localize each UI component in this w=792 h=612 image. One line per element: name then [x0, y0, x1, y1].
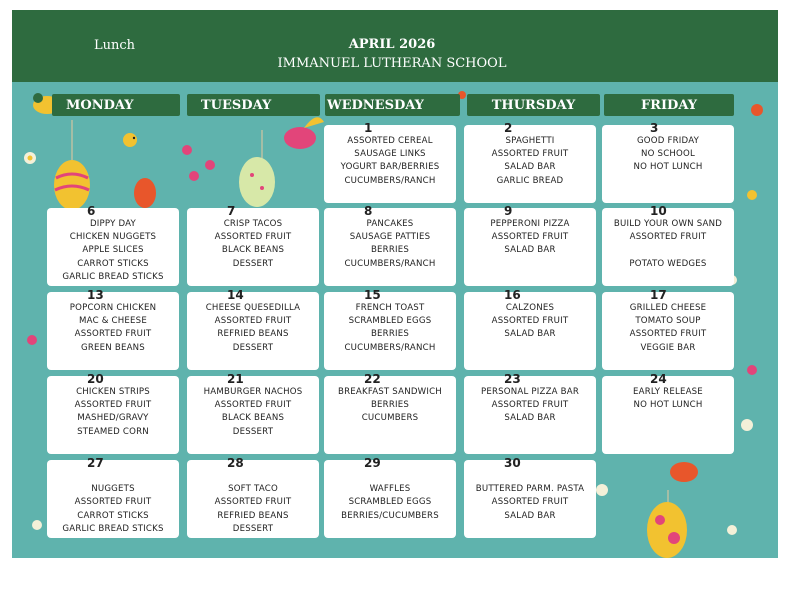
menu-item: STEAMED CORN: [77, 426, 149, 437]
menu-item: ASSORTED FRUIT: [214, 316, 292, 327]
day-number: 17: [650, 288, 667, 302]
menu-item: NO HOT LUNCH: [633, 162, 703, 173]
menu-item: SAUSAGE PATTIES: [349, 232, 431, 243]
day-number: 29: [364, 456, 381, 470]
day-cell-3: [602, 121, 734, 203]
menu-item: DIPPY DAY: [89, 219, 137, 229]
menu-item: CARROT STICKS: [77, 258, 149, 269]
day-number: 30: [504, 456, 521, 470]
menu-item: [602, 244, 734, 257]
menu-items: [187, 386, 319, 439]
menu-items: [602, 135, 734, 175]
menu-item: BLACK BEANS: [221, 413, 285, 424]
menu-item: GARLIC BREAD STICKS: [62, 271, 164, 282]
day-number: 3: [650, 121, 659, 135]
day-number: 8: [364, 204, 373, 218]
menu-items: [187, 302, 319, 355]
menu-item: CHICKEN NUGGETS: [69, 232, 157, 243]
day-cell-10: [602, 204, 734, 286]
menu-items: [602, 218, 734, 271]
day-number: 7: [227, 204, 236, 218]
day-number: 6: [87, 204, 96, 218]
menu-item: BERRIES/CUCUMBERS: [341, 510, 439, 521]
menu-items: [602, 302, 734, 355]
menu-item: NO HOT LUNCH: [633, 400, 703, 411]
day-header-wednesday: WEDNESDAY: [325, 94, 460, 116]
menu-item: REFRIED BEANS: [217, 329, 289, 340]
day-cell-9: [464, 204, 596, 286]
menu-item: FRENCH TOAST: [355, 303, 425, 313]
day-number: 15: [364, 288, 381, 302]
menu-item: POTATO WEDGES: [629, 258, 707, 269]
menu-item: BUTTERED PARM. PASTA: [475, 484, 585, 495]
day-number: 2: [504, 121, 513, 135]
day-cell-14: [187, 288, 319, 370]
menu-item: [324, 470, 456, 483]
menu-item: DESSERT: [232, 426, 274, 437]
menu-item: ASSORTED FRUIT: [74, 497, 152, 508]
menu-item: ASSORTED FRUIT: [629, 329, 707, 340]
day-number: 16: [504, 288, 521, 302]
menu-item: [47, 470, 179, 483]
menu-items: [47, 218, 179, 284]
day-cell-28: [187, 456, 319, 538]
day-cell-2: [464, 121, 596, 203]
menu-item: CRISP TACOS: [223, 219, 283, 229]
title-banner: [12, 10, 778, 82]
menu-items: [47, 386, 179, 439]
menu-item: ASSORTED FRUIT: [491, 232, 569, 243]
menu-items: [47, 302, 179, 355]
menu-item: CHICKEN STRIPS: [76, 387, 150, 397]
menu-item: ASSORTED FRUIT: [214, 232, 292, 243]
menu-items: [324, 302, 456, 355]
menu-items: [324, 470, 456, 523]
menu-item: EARLY RELEASE: [633, 387, 703, 397]
menu-items: [324, 135, 456, 188]
menu-items: [602, 386, 734, 412]
menu-item: ASSORTED FRUIT: [74, 329, 152, 340]
menu-item: CALZONES: [505, 303, 555, 313]
menu-item: DESSERT: [232, 342, 274, 353]
menu-items: [464, 218, 596, 258]
menu-item: SOFT TACO: [228, 484, 278, 495]
menu-item: ASSORTED FRUIT: [491, 149, 569, 160]
menu-item: CUCUMBERS/RANCH: [344, 342, 436, 353]
day-cell-1: [324, 121, 456, 203]
day-number: 13: [87, 288, 104, 302]
menu-item: PERSONAL PIZZA BAR: [480, 387, 580, 397]
menu-items: [464, 302, 596, 342]
menu-item: SALAD BAR: [504, 162, 556, 173]
menu-item: MASHED/GRAVY: [77, 413, 149, 424]
day-number: 27: [87, 456, 104, 470]
menu-item: GRILLED CHEESE: [629, 303, 707, 313]
menu-item: DESSERT: [232, 258, 274, 269]
menu-item: TOMATO SOUP: [635, 316, 701, 327]
day-number: 28: [227, 456, 244, 470]
month-title: APRIL 2026: [348, 37, 436, 52]
day-header-tuesday: TUESDAY: [187, 94, 320, 116]
menu-item: PANCAKES: [366, 219, 414, 229]
day-number: 14: [227, 288, 244, 302]
day-number: 1: [364, 121, 373, 135]
menu-item: VEGGIE BAR: [640, 342, 696, 353]
menu-items: [324, 386, 456, 426]
menu-item: CARROT STICKS: [77, 510, 149, 521]
menu-item: POPCORN CHICKEN: [69, 303, 157, 313]
day-number: 22: [364, 372, 381, 386]
menu-items: [464, 470, 596, 523]
menu-items: [464, 135, 596, 188]
menu-item: BUILD YOUR OWN SAND: [613, 219, 723, 229]
menu-item: PEPPERONI PIZZA: [490, 219, 570, 229]
day-header-friday: FRIDAY: [604, 94, 734, 116]
day-cell-22: [324, 372, 456, 454]
menu-item: SALAD BAR: [504, 329, 556, 340]
menu-item: SAUSAGE LINKS: [354, 149, 426, 160]
day-cell-27: [47, 456, 179, 538]
menu-item: SCRAMBLED EGGS: [348, 497, 432, 508]
calendar-sheet: [12, 10, 778, 558]
menu-item: BERRIES: [370, 245, 410, 256]
day-cell-30: [464, 456, 596, 538]
menu-item: BLACK BEANS: [221, 245, 285, 256]
day-number: 10: [650, 204, 667, 218]
day-number: 21: [227, 372, 244, 386]
menu-item: WAFFLES: [369, 484, 411, 495]
day-cell-16: [464, 288, 596, 370]
menu-item: REFRIED BEANS: [217, 510, 289, 521]
school-name: IMMANUEL LUTHERAN SCHOOL: [277, 56, 507, 71]
menu-item: APPLE SLICES: [82, 245, 144, 256]
menu-item: ASSORTED FRUIT: [214, 400, 292, 411]
day-cell-8: [324, 204, 456, 286]
menu-item: SALAD BAR: [504, 413, 556, 424]
menu-item: CUCUMBERS: [361, 413, 419, 424]
day-cell-29: [324, 456, 456, 538]
day-header-monday: MONDAY: [52, 94, 180, 116]
day-number: 20: [87, 372, 104, 386]
menu-items: [187, 470, 319, 536]
menu-item: GARLIC BREAD STICKS: [62, 523, 164, 534]
menu-item: ASSORTED FRUIT: [214, 497, 292, 508]
day-header-thursday: THURSDAY: [467, 94, 600, 116]
menu-item: SALAD BAR: [504, 245, 556, 256]
day-number: 24: [650, 372, 667, 386]
menu-item: ASSORTED FRUIT: [629, 232, 707, 243]
menu-item: BERRIES: [370, 400, 410, 411]
menu-item: ASSORTED CEREAL: [347, 136, 433, 146]
menu-item: NUGGETS: [91, 484, 135, 495]
day-cell-7: [187, 204, 319, 286]
chick-icon: [123, 133, 137, 147]
menu-item: GOOD FRIDAY: [636, 136, 700, 146]
menu-items: [464, 386, 596, 426]
menu-item: SALAD BAR: [504, 510, 556, 521]
day-cell-20: [47, 372, 179, 454]
menu-item: GARLIC BREAD: [496, 175, 564, 186]
menu-item: SCRAMBLED EGGS: [348, 316, 432, 327]
menu-item: BREAKFAST SANDWICH: [338, 387, 442, 397]
day-number: 9: [504, 204, 513, 218]
menu-items: [187, 218, 319, 271]
menu-item: ASSORTED FRUIT: [491, 400, 569, 411]
menu-item: [187, 470, 319, 483]
day-cell-17: [602, 288, 734, 370]
menu-item: CUCUMBERS/RANCH: [344, 175, 436, 186]
menu-item: ASSORTED FRUIT: [491, 316, 569, 327]
day-cell-15: [324, 288, 456, 370]
menu-item: HAMBURGER NACHOS: [203, 387, 303, 397]
day-cell-23: [464, 372, 596, 454]
menu-item: MAC & CHEESE: [79, 316, 147, 327]
lunch-label: Lunch: [94, 38, 136, 53]
menu-item: CUCUMBERS/RANCH: [344, 258, 436, 269]
menu-item: NO SCHOOL: [641, 149, 695, 160]
menu-items: [324, 218, 456, 271]
day-cell-6: [47, 204, 179, 286]
menu-item: DESSERT: [232, 523, 274, 534]
menu-items: [47, 470, 179, 536]
menu-item: YOGURT BAR/BERRIES: [340, 162, 440, 173]
menu-item: ASSORTED FRUIT: [74, 400, 152, 411]
day-cell-24: [602, 372, 734, 454]
menu-item: ASSORTED FRUIT: [491, 497, 569, 508]
day-cell-21: [187, 372, 319, 454]
menu-item: BERRIES: [370, 329, 410, 340]
menu-item: [464, 470, 596, 483]
menu-item: GREEN BEANS: [81, 342, 145, 353]
menu-item: CHEESE QUESEDILLA: [205, 303, 301, 313]
menu-item: SPAGHETTI: [505, 136, 555, 146]
day-number: 23: [504, 372, 521, 386]
day-cell-13: [47, 288, 179, 370]
